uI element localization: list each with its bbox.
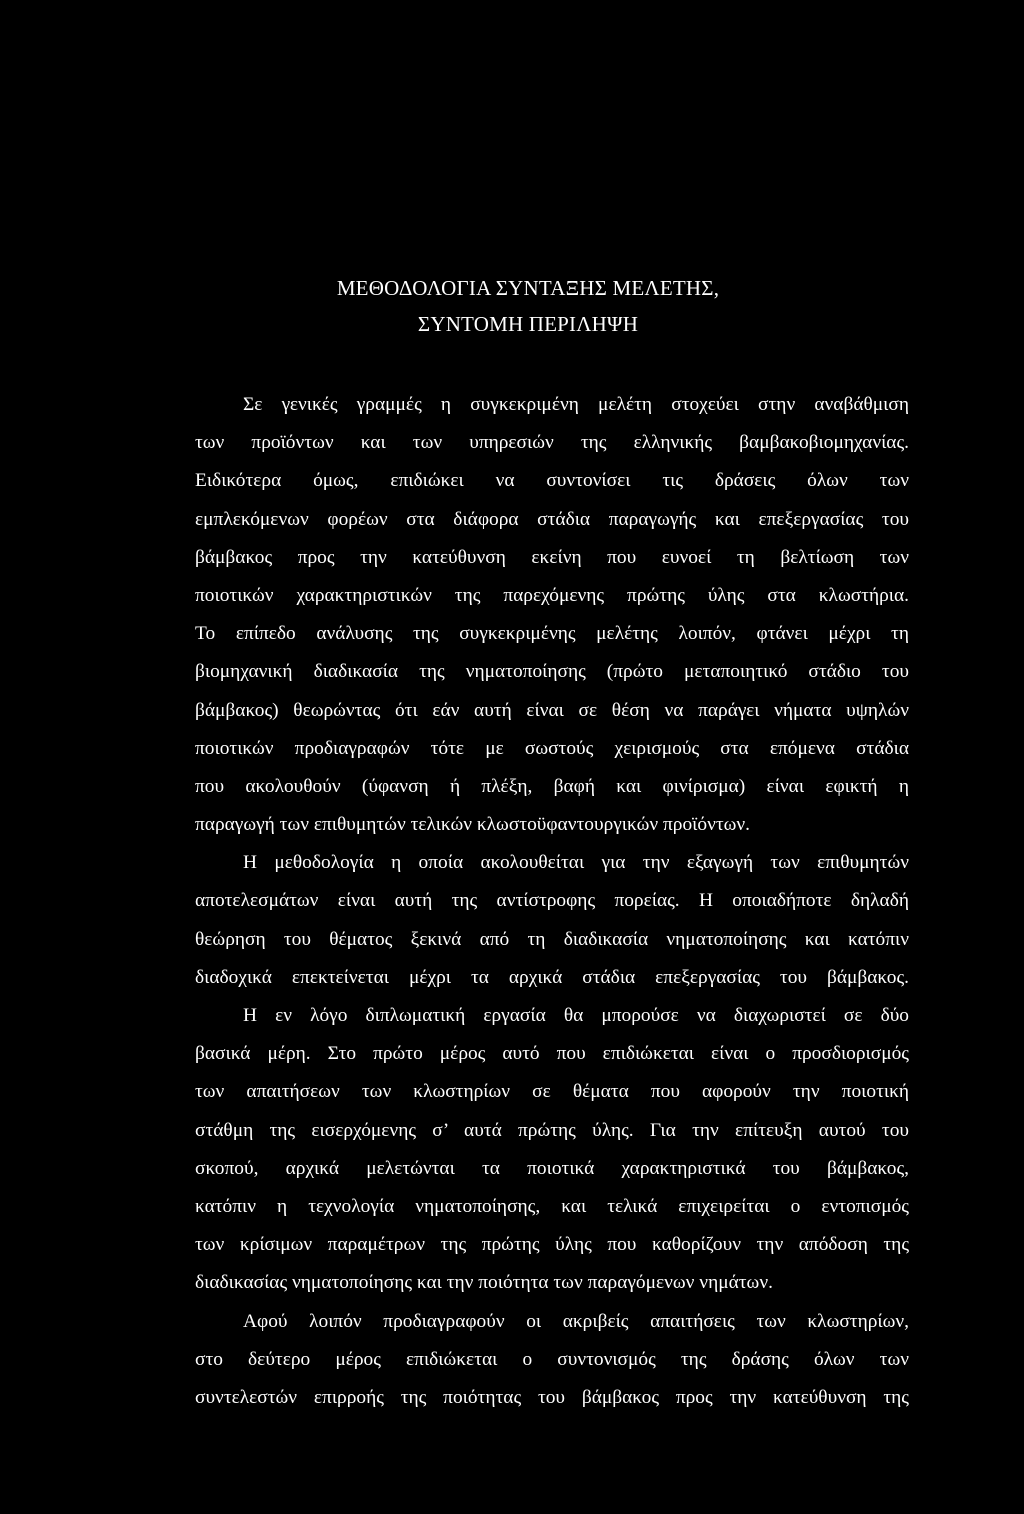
text-line: που ακολουθούν (ύφανση ή πλέξη, βαφή και φινίρισμα) είναι εφικτή η <box>195 775 909 797</box>
text-line: θεώρηση του θέματος ξεκινά από τη διαδικασία νηματοποίησης και κατόπιν <box>195 928 909 950</box>
text-line: παραγωγή των επιθυμητών τελικών κλωστοϋφαντουργικών προϊόντων. <box>195 814 751 836</box>
text-line: βασικά μέρη. Στο πρώτο μέρος αυτό που επιδιώκεται είναι ο προσδιορισμός <box>195 1043 909 1065</box>
text-line: Η εν λόγο διπλωματική εργασία θα μπορούσε να διαχωριστεί σε δύο <box>243 1005 909 1026</box>
title-block <box>147 270 909 342</box>
text-line: βάμβακος προς την κατεύθυνση εκείνη που ευνοεί τη βελτίωση των <box>195 546 909 568</box>
page-title-line-2: ΣΥΝΤΟΜΗ ΠΕΡΙΛΗΨΗ <box>417 312 639 336</box>
text-line: των κρίσιμων παραμέτρων της πρώτης ύλης που καθορίζουν την απόδοση της <box>195 1234 909 1256</box>
text-line: συντελεστών επιρροής της ποιότητας του βάμβακος προς την κατεύθυνση της <box>195 1386 909 1408</box>
text-line: στάθμη της εισερχόμενης σ’ αυτά πρώτης ύλης. Για την επίτευξη αυτού του <box>195 1119 909 1141</box>
text-line: στο δεύτερο μέρος επιδιώκεται ο συντονισμός της δράσης όλων των <box>195 1348 909 1370</box>
text-line: ποιοτικών χαρακτηριστικών της παρεχόμενης πρώτης ύλης στα κλωστήρια. <box>195 584 909 606</box>
text-line: κατόπιν η τεχνολογία νηματοποίησης, και τελικά επιχειρείται ο εντοπισμός <box>195 1195 909 1217</box>
text-line: ποιοτικών προδιαγραφών τότε με σωστούς χειρισμούς στα επόμενα στάδια <box>195 737 909 759</box>
text-line: διαδικασίας νηματοποίησης και την ποιότητα των παραγόμενων νημάτων. <box>195 1272 773 1294</box>
document-page <box>147 270 909 1417</box>
text-line: Η μεθοδολογία η οποία ακολουθείται για την εξαγωγή των επιθυμητών <box>243 852 909 874</box>
text-line: Το επίπεδο ανάλυσης της συγκεκριμένης μελέτης λοιπόν, φτάνει μέχρι τη <box>195 623 909 645</box>
body-text <box>147 386 909 1417</box>
page-title-line-1: ΜΕΘΟΔΟΛΟΓΙΑ ΣΥΝΤΑΞΗΣ ΜΕΛΕΤΗΣ, <box>336 276 720 300</box>
text-line: των προϊόντων και των υπηρεσιών της ελληνικής βαμβακοβιομηχανίας. <box>195 432 909 454</box>
text-line: βιομηχανική διαδικασία της νηματοποίησης (πρώτο μεταποιητικό στάδιο του <box>195 661 909 683</box>
text-line: Αφού λοιπόν προδιαγραφούν οι ακριβείς απαιτήσεις των κλωστηρίων, <box>243 1310 909 1332</box>
text-line: Ειδικότερα όμως, επιδιώκει να συντονίσει τις δράσεις όλων των <box>195 470 909 492</box>
text-line: διαδοχικά επεκτείνεται μέχρι τα αρχικά στάδια επεξεργασίας του βάμβακος. <box>195 966 909 988</box>
text-line: εμπλεκόμενων φορέων στα διάφορα στάδια παραγωγής και επεξεργασίας του <box>195 508 909 530</box>
text-line: Σε γενικές γραμμές η συγκεκριμένη μελέτη στοχεύει στην αναβάθμιση <box>243 394 909 415</box>
text-line: σκοπού, αρχικά μελετώνται τα ποιοτικά χαρακτηριστικά του βάμβακος, <box>195 1157 909 1179</box>
text-line: βάμβακος) θεωρώντας ότι εάν αυτή είναι σε θέση να παράγει νήματα υψηλών <box>195 699 909 721</box>
text-line: των απαιτήσεων των κλωστηρίων σε θέματα που αφορούν την ποιοτική <box>195 1081 909 1103</box>
text-line: αποτελεσμάτων είναι αυτή της αντίστροφης πορείας. Η οποιαδήποτε δηλαδή <box>195 890 909 912</box>
